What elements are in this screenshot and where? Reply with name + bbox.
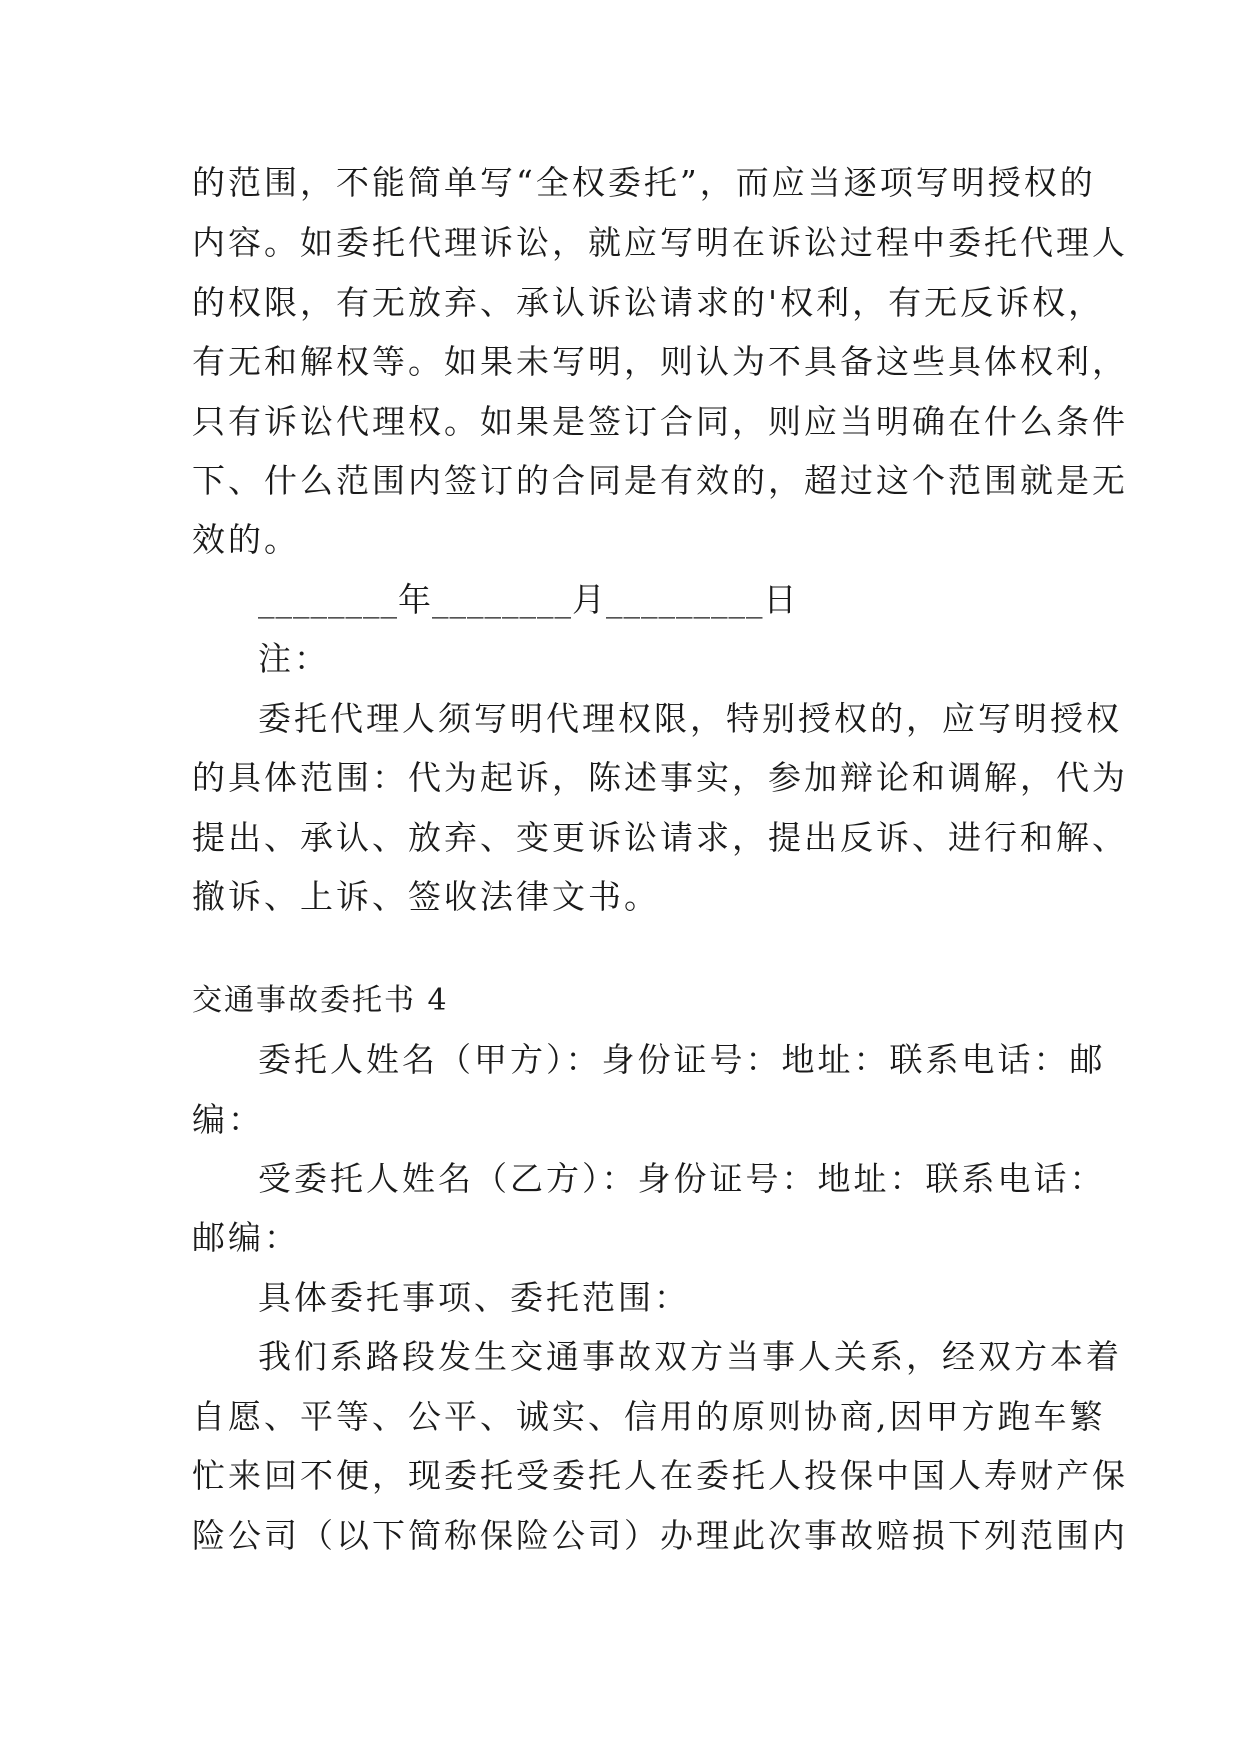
paragraph-line: 的权限，有无放弃、承认诉讼请求的'权利，有无反诉权， [192,283,1105,322]
note-line: 的具体范围：代为起诉，陈述事实，参加辩论和调解，代为 [192,758,1128,797]
scope-label: 具体委托事项、委托范围： [258,1278,690,1317]
paragraph-line: 效的。 [192,520,300,559]
body-line: 自愿、平等、公平、诚实、信用的原则协商,因甲方跑车繁 [192,1397,1106,1436]
paragraph-line: 只有诉讼代理权。如果是签订合同，则应当明确在什么条件 [192,402,1128,441]
paragraph-line: 下、什么范围内签订的合同是有效的，超过这个范围就是无 [192,461,1128,500]
paragraph-line: 内容。如委托代理诉讼，就应写明在诉讼过程中委托代理人 [192,223,1128,262]
section-title: 交通事故委托书 4 [192,983,449,1018]
note-line: 委托代理人须写明代理权限，特别授权的，应写明授权 [258,699,1122,738]
principal-line: 编： [192,1100,264,1139]
body-line: 忙来回不便，现委托受委托人在委托人投保中国人寿财产保 [192,1456,1128,1495]
agent-line: 受委托人姓名（乙方）：身份证号：地址：联系电话： [258,1159,1106,1198]
date-line: ________年________月_________日 [258,580,798,619]
principal-line: 委托人姓名（甲方）：身份证号：地址：联系电话：邮 [258,1040,1106,1079]
note-line: 撤诉、上诉、签收法律文书。 [192,877,660,916]
body-line: 我们系路段发生交通事故双方当事人关系，经双方本着 [258,1337,1122,1376]
note-line: 提出、承认、放弃、变更诉讼请求，提出反诉、进行和解、 [192,818,1128,857]
agent-line: 邮编： [192,1218,300,1257]
paragraph-line: 的范围，不能简单写“全权委托”，而应当逐项写明授权的 [192,163,1096,202]
paragraph-line: 有无和解权等。如果未写明，则认为不具备这些具体权利， [192,342,1128,381]
note-label: 注： [258,639,330,678]
body-line: 险公司（以下简称保险公司）办理此次事故赔损下列范围内 [192,1516,1128,1555]
